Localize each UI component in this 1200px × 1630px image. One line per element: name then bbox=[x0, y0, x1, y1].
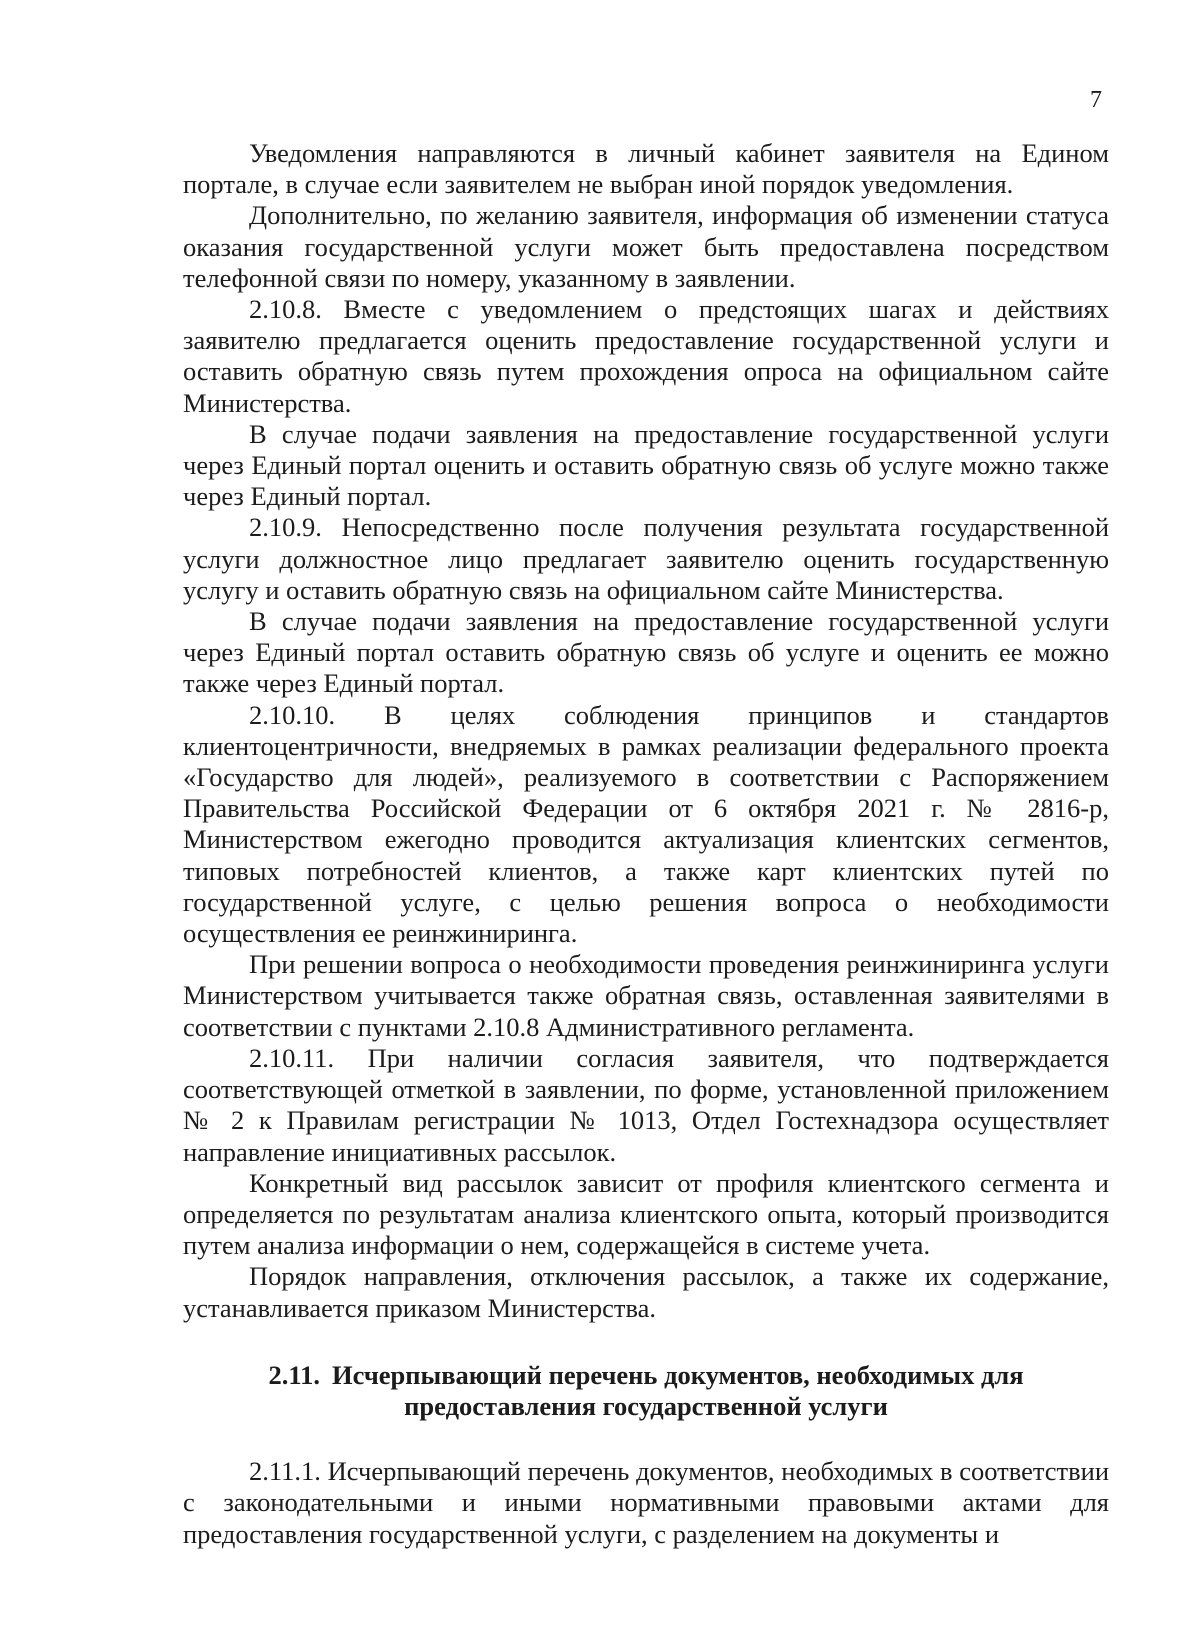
section-heading-number: 2.11. bbox=[268, 1359, 320, 1390]
paragraph: Дополнительно, по желанию заявителя, информация об изменении статуса оказания государственной услуги может быть предоставлена посредством телефонной связи по номеру, указанному в заявлении. bbox=[183, 200, 1109, 293]
paragraph: Порядок направления, отключения рассылок, а также их содержание, устанавливается приказом Министерства. bbox=[183, 1261, 1109, 1323]
section-heading-text: Исчерпывающий перечень документов, необходимых для предоставления государственной услуги bbox=[331, 1359, 1024, 1421]
paragraph: 2.11.1. Исчерпывающий перечень документов, необходимых в соответствии с законодательными и иными нормативными правовыми актами для предоставления государственной услуги, с разделением на документы и bbox=[183, 1456, 1109, 1549]
paragraph: 2.10.9. Непосредственно после получения результата государственной услуги должностное лицо предлагает заявителю оценить государственную услугу и оставить обратную связь на официальном сайте Министерства. bbox=[183, 512, 1109, 605]
paragraph: В случае подачи заявления на предоставление государственной услуги через Единый портал оценить и оставить обратную связь об услуге можно также через Единый портал. bbox=[183, 418, 1109, 512]
paragraph: В случае подачи заявления на предоставление государственной услуги через Единый портал оставить обратную связь об услуге и оценить ее можно также через Единый портал. bbox=[183, 606, 1109, 699]
paragraph: 2.10.8. Вместе с уведомлением о предстоящих шагах и действиях заявителю предлагается оценить предоставление государственной услуги и оставить обратную связь путем прохождения опроса на официальном сайте Министерства. bbox=[183, 294, 1109, 418]
section-heading bbox=[183, 1360, 1109, 1422]
paragraph: Уведомления направляются в личный кабинет заявителя на Едином портале, в случае если заявителем не выбран иной порядок уведомления. bbox=[183, 138, 1109, 200]
paragraph: Конкретный вид рассылок зависит от профиля клиентского сегмента и определяется по результатам анализа клиентского опыта, который производится путем анализа информации о нем, содержащейся в системе учета. bbox=[183, 1167, 1109, 1261]
document-body bbox=[183, 138, 1109, 1550]
paragraph: 2.10.10. В целях соблюдения принципов и стандартов клиентоцентричности, внедряемых в рамках реализации федерального проекта «Государство для людей», реализуемого в соответствии с Распоряжением Правительства Российской Федерации от 6 октября 2021 г. № 2816-р, Министерством ежегодно проводится актуализация клиентских сегментов, типовых потребностей клиентов, а также карт клиентских путей по государственной услуге, с целью решения вопроса о необходимости осуществления ее реинжиниринга. bbox=[183, 699, 1109, 949]
page-number: 7 bbox=[1090, 87, 1102, 113]
paragraph: 2.10.11. При наличии согласия заявителя, что подтверждается соответствующей отметкой в заявлении, по форме, установленной приложением № 2 к Правилам регистрации № 1013, Отдел Гостехнадзора осуществляет направление инициативных рассылок. bbox=[183, 1042, 1109, 1167]
paragraph: При решении вопроса о необходимости проведения реинжиниринга услуги Министерством учитывается также обратная связь, оставленная заявителями в соответствии с пунктами 2.10.8 Административного регламента. bbox=[183, 949, 1109, 1042]
